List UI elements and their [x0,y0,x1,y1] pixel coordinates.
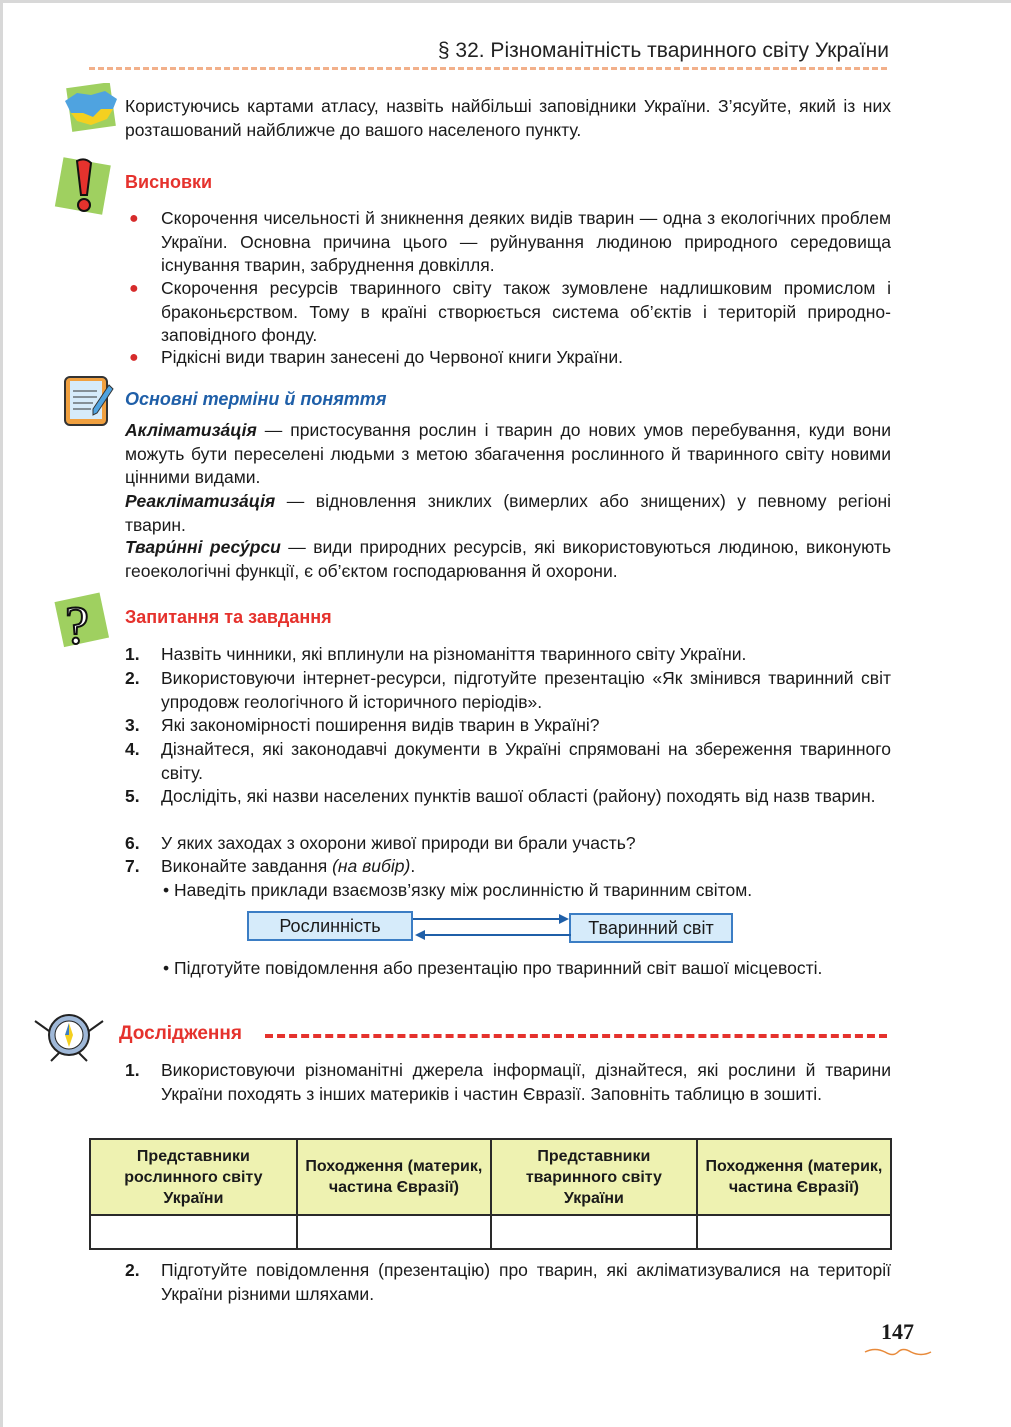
origin-table [89,1138,892,1250]
table-cell [297,1215,491,1249]
conclusion-item: ● Скорочення ресурсів тваринного світу також зумовлене надлишковим промислом і браконьєрством. Тому в країні створюється система об’єктів і територій природно-заповідного фонду. [129,278,891,345]
question-item: 3. Які закономірності поширення видів тварин в Україні? [125,715,600,735]
bullet-icon: ● [129,210,139,227]
question-item: 4. Дізнайтеся, які законодавчі документи в Україні спрямовані на збереження тваринного світу. [125,739,891,783]
notepad-pencil-icon [63,373,117,429]
questions-title: Запитання та завдання [125,607,332,627]
diagram-box-plants: Рослинність [247,911,413,941]
table-cell [90,1215,297,1249]
page-number: 147 [881,1319,914,1344]
exclamation-icon [53,155,115,217]
conclusions-title: Висновки [125,172,213,192]
conclusion-item: ● Рідкісні види тварин занесені до Червоної книги України. [125,346,891,370]
term-entry: Акліматиза́ція — пристосування рослин і тварин до нових умов перебування, куди вони можуть бути переселені людьми з метою збагачення рослинного й тваринного світу новими цінними видами. [125,420,891,487]
compass-character-icon [31,1005,109,1063]
table-header: Представники тваринного світу України [491,1139,697,1215]
term-entry: Реакліматиза́ція — відновлення зниклих (вимерлих або знищених) у певному регіоні тварин. [125,491,891,535]
table-cell [697,1215,891,1249]
bullet-icon: ● [129,349,139,366]
question-item: 7. Виконайте завдання (на вибір). [125,856,416,876]
question-item: 6. У яких заходах з охорони живої природи ви брали участь? [125,833,636,853]
research-divider [265,1034,887,1038]
table-header-row [90,1139,891,1215]
research-item: 2. Підготуйте повідомлення (презентацію) про тварин, які акліматизувалися на території України різними шляхами. [125,1260,891,1304]
term-entry: Твари́нні ресу́рси — види природних ресурсів, які використовуються людиною, виконують геоекологічні функції, є об’єктом господарювання й охорони. [125,537,891,581]
ukraine-map-icon [61,83,121,135]
bidirectional-arrows-icon [413,913,571,941]
atlas-task-text: Користуючись картами атласу, назвіть найбільші заповідники України. З’ясуйте, який із них розташований найближче до вашого населеного пункту. [125,96,891,140]
research-item: 1. Використовуючи різноманітні джерела інформації, дізнайтеся, які рослини й тварини України походять з інших материків і частин Євразії. Заповніть таблицю в зошиті. [125,1060,891,1104]
table-cell [491,1215,697,1249]
research-title: Дослідження [119,1023,242,1044]
question-item: 2. Використовуючи інтернет-ресурси, підготуйте презентацію «Як змінився тваринний світ упродовж геологічного й історичного періодів». [125,668,891,712]
table-row [90,1215,891,1249]
header-divider [89,67,887,70]
subtask-1: • Наведіть приклади взаємозв’язку між рослинністю й тваринним світом. [163,880,753,900]
page-header-title: § 32. Різноманітність тваринного світу України [437,39,889,62]
diagram-box-animals: Тваринний світ [569,913,733,943]
table-header: Походження (материк, частина Євразії) [297,1139,491,1215]
ornament-icon [863,1345,933,1357]
terms-title: Основні терміни й поняття [125,389,387,409]
bullet-icon: ● [129,280,139,297]
table-header: Представники рослинного світу України [90,1139,297,1215]
conclusion-item: ● Скорочення чисельності й зникнення деяких видів тварин — одна з екологічних проблем України. Основна причина цього — руйнування людиною природного середовища існування тварин, забруднення довкілля. [129,208,891,275]
question-mark-icon [51,591,115,651]
table-header: Походження (материк, частина Євразії) [697,1139,891,1215]
svg-text:?: ? [65,595,89,651]
question-item: 5. Дослідіть, які назви населених пунктів вашої області (району) походять від назв тварин. [125,786,876,806]
subtask-2: • Підготуйте повідомлення або презентацію про тваринний світ вашої місцевості. [163,958,823,978]
question-item: 1. Назвіть чинники, які вплинули на різноманіття тваринного світу України. [125,644,747,664]
